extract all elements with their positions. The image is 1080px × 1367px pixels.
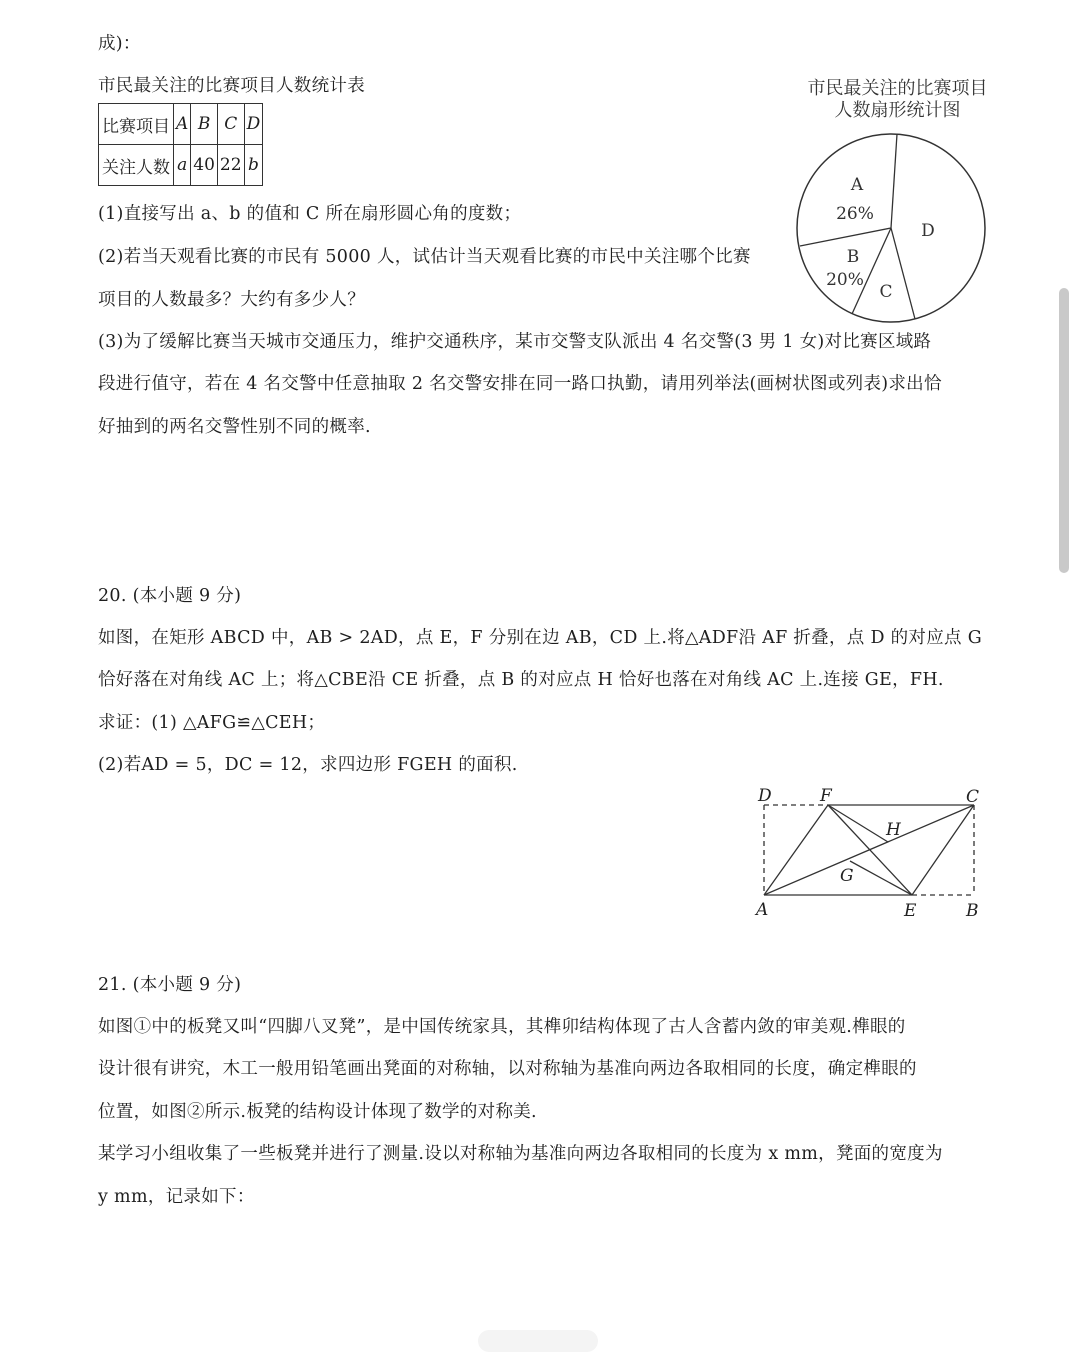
table-cell: a — [174, 145, 191, 186]
question-3-line3: 好抽到的两名交警性别不同的概率. — [98, 417, 371, 437]
table-header-row — [99, 104, 263, 145]
table-cell: D — [244, 104, 263, 145]
table-cell: C — [217, 104, 244, 145]
point-label-g: G — [840, 866, 854, 886]
table-cell: b — [244, 145, 263, 186]
vertical-scrollbar[interactable] — [1059, 288, 1069, 573]
point-label-d: D — [758, 786, 772, 806]
pie-label-b: B — [846, 247, 860, 267]
table-row — [99, 145, 263, 186]
pie-chart — [795, 130, 995, 330]
problem-21-text4: 某学习小组收集了一些板凳并进行了测量.设以对称轴为基准向两边各取相同的长度为 x mm，凳面的宽度为 — [98, 1144, 943, 1164]
point-label-c: C — [966, 787, 980, 807]
table-cell: 关注人数 — [99, 145, 174, 186]
pie-chart-title — [790, 78, 1005, 122]
problem-20-text4: (2)若AD = 5，DC = 12，求四边形 FGEH 的面积. — [98, 755, 518, 775]
rectangle-fold-figure — [752, 785, 992, 925]
point-label-e: E — [904, 901, 917, 921]
problem-21-heading: 21. (本小题 9 分) — [98, 975, 242, 995]
table-cell: 40 — [191, 145, 218, 186]
stats-table — [98, 103, 263, 186]
point-label-f: F — [820, 786, 832, 806]
point-label-h: H — [886, 820, 901, 840]
pie-label-d: D — [921, 221, 935, 241]
problem-20-heading: 20. (本小题 9 分) — [98, 586, 242, 606]
pie-percent-a: 26% — [836, 204, 874, 224]
table-cell: B — [191, 104, 218, 145]
problem-21-text3: 位置，如图②所示.板凳的结构设计体现了数学的对称美. — [98, 1102, 537, 1122]
problem-20-text3: 求证：(1) △AFG≌△CEH； — [98, 713, 326, 733]
table-cell: 22 — [217, 145, 244, 186]
question-3-line2: 段进行值守，若在 4 名交警中任意抽取 2 名交警安排在同一路口执勤，请用列举法(画树状图或列表)求出恰 — [98, 374, 942, 394]
table-title: 市民最关注的比赛项目人数统计表 — [98, 76, 365, 96]
problem-20-text2: 恰好落在对角线 AC 上；将△CBE沿 CE 折叠，点 B 的对应点 H 恰好也落在对角线 AC 上.连接 GE，FH. — [98, 670, 944, 690]
problem-21-text1: 如图①中的板凳又叫“四脚八叉凳”，是中国传统家具，其榫卯结构体现了古人含蓄内敛的审美观.榫眼的 — [98, 1017, 906, 1037]
question-2-line2: 项目的人数最多？大约有多少人？ — [98, 290, 365, 310]
question-2-line1: (2)若当天观看比赛的市民有 5000 人，试估计当天观看比赛的市民中关注哪个比赛 — [98, 247, 751, 267]
table-cell: A — [174, 104, 191, 145]
pie-title-line2: 人数扇形统计图 — [834, 100, 961, 121]
watermark — [478, 1330, 598, 1352]
problem-21-text5: y mm，记录如下： — [98, 1187, 255, 1207]
point-label-a: A — [756, 900, 769, 920]
pie-title-line1: 市民最关注的比赛项目 — [807, 78, 988, 99]
problem-21-text2: 设计很有讲究，木工一般用铅笔画出凳面的对称轴，以对称轴为基准向两边各取相同的长度，确定榫眼的 — [98, 1059, 917, 1079]
point-label-b: B — [966, 901, 979, 921]
pie-percent-b: 20% — [826, 270, 864, 290]
question-3-line1: (3)为了缓解比赛当天城市交通压力，维护交通秩序，某市交警支队派出 4 名交警(3 男 1 女)对比赛区域路 — [98, 332, 932, 352]
question-1: (1)直接写出 a、b 的值和 C 所在扇形圆心角的度数； — [98, 204, 522, 224]
pie-label-a: A — [850, 175, 864, 195]
line-continuation: 成)： — [98, 34, 141, 54]
problem-20-text1: 如图，在矩形 ABCD 中，AB > 2AD，点 E，F 分别在边 AB，CD 上.将△ADF沿 AF 折叠，点 D 的对应点 G — [98, 628, 982, 648]
pie-label-c: C — [879, 282, 893, 302]
table-cell: 比赛项目 — [99, 104, 174, 145]
